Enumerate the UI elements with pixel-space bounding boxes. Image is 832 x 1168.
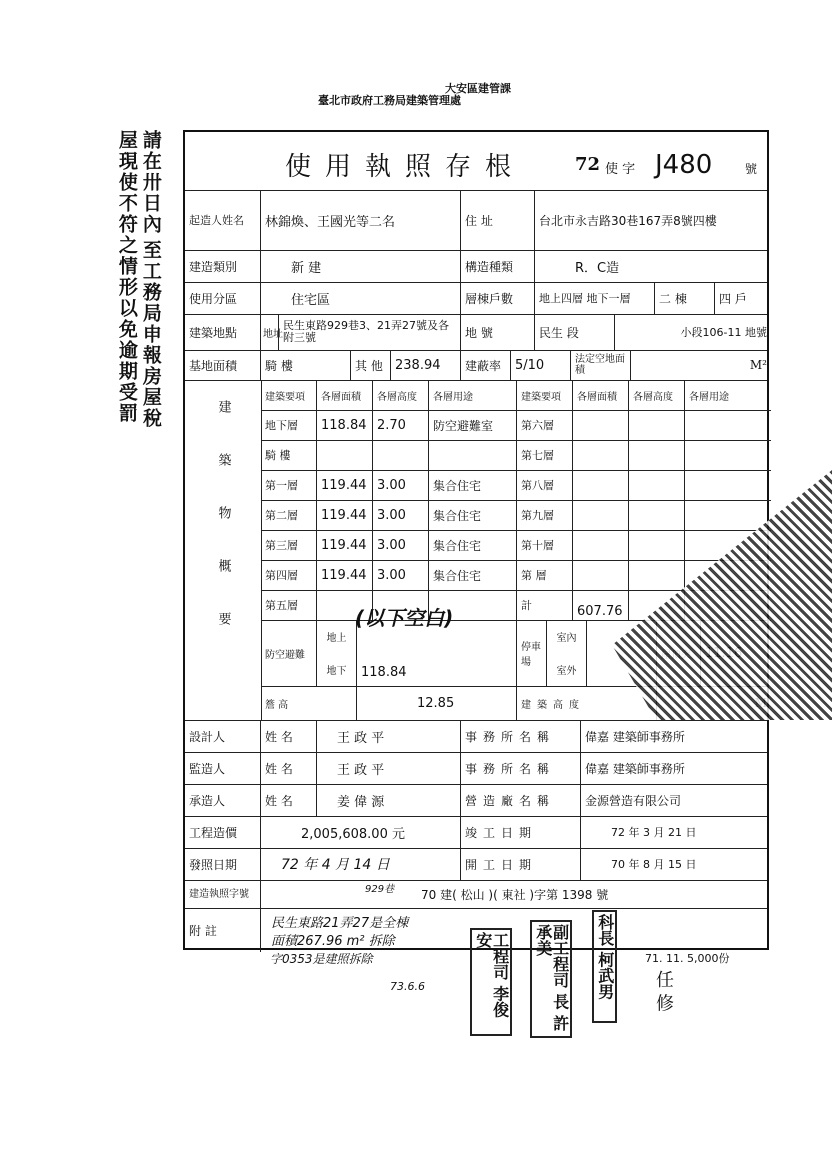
address-value: 台北市永吉路30巷167弄8號四樓 bbox=[539, 213, 717, 228]
col-header: 各層面積 bbox=[573, 380, 629, 410]
floor-use: 防空避難室 bbox=[429, 410, 517, 440]
issue-value: 72 年 4 月 14 日 bbox=[261, 848, 461, 880]
floor-area: 119.44 bbox=[317, 470, 373, 500]
shelter-below: 地下 bbox=[326, 666, 347, 677]
supervisor-value: 王 政 平 bbox=[317, 752, 461, 784]
floor-area: 119.44 bbox=[317, 530, 373, 560]
total-area: 607.76 bbox=[577, 604, 623, 619]
floor-name-right: 第 層 bbox=[517, 560, 573, 590]
top-stamp-right: 大安區建管課 bbox=[445, 82, 511, 95]
chief-stamp: 科長 柯武男 bbox=[592, 910, 617, 1023]
zoning-row bbox=[185, 282, 767, 315]
floor-area-right bbox=[573, 440, 629, 470]
deputy-stamp: 副工程司 長 許承美 bbox=[530, 920, 572, 1038]
height-label: 建築高度 bbox=[517, 686, 657, 720]
building-label-col bbox=[185, 380, 262, 721]
floor-area-right bbox=[573, 530, 629, 560]
floor-area-right bbox=[573, 560, 629, 590]
open-space-label: 法定空地面積 bbox=[571, 350, 631, 380]
parking-label: 停車場 bbox=[517, 620, 547, 686]
structure-value: R．C造 bbox=[575, 260, 620, 276]
floor-area: 119.44 bbox=[317, 500, 373, 530]
floor-use-right bbox=[685, 440, 771, 470]
coverage-label: 建蔽率 bbox=[461, 350, 511, 380]
floor-height: 3.00 bbox=[373, 500, 429, 530]
floor-use-right bbox=[685, 410, 771, 440]
number-prefix: 72 bbox=[575, 154, 601, 175]
floor-name: 第二層 bbox=[261, 500, 317, 530]
name-label: 姓 名 bbox=[261, 720, 317, 752]
remarks-line1: 民生東路21弄27是全棟 bbox=[271, 916, 409, 931]
floor-height: 3.00 bbox=[373, 530, 429, 560]
floor-header bbox=[261, 380, 771, 411]
designer-value: 王 政 平 bbox=[317, 720, 461, 752]
address-label: 住 址 bbox=[461, 190, 535, 250]
cost-label: 工程造價 bbox=[185, 816, 261, 848]
side-note-col3: 至工務局申報房屋稅 bbox=[139, 240, 162, 429]
floor-name: 第一層 bbox=[261, 470, 317, 500]
engineer-stamp: 工程司 李俊安 bbox=[470, 928, 512, 1036]
floors-label: 層棟戶數 bbox=[461, 282, 535, 314]
col-header: 各層用途 bbox=[689, 391, 729, 403]
floor-row bbox=[261, 500, 771, 531]
side-note-col2: 屋現使不符之情形以免逾期受罰 bbox=[115, 130, 138, 424]
col-header: 建築要項 bbox=[261, 380, 317, 410]
remarks-line2: 面積267.96 m² 拆除 bbox=[271, 934, 395, 949]
floor-name-right: 第八層 bbox=[517, 470, 573, 500]
cost-row bbox=[185, 816, 767, 849]
start-value: 70 年 8 月 15 日 bbox=[611, 858, 697, 871]
permit-value: 70 建( 松山 )( 東社 )字第 1398 號 bbox=[421, 887, 609, 902]
floor-name-right: 第十層 bbox=[517, 530, 573, 560]
seal-stamp: 任 修 bbox=[653, 970, 674, 1012]
floor-use: 集合住宅 bbox=[429, 560, 517, 590]
floor-area bbox=[317, 440, 373, 470]
permit-note: 929巷 bbox=[365, 884, 395, 895]
floors-value: 地上四層 地下一層 bbox=[535, 282, 655, 314]
lot-label: 地 號 bbox=[461, 314, 535, 350]
permit-row bbox=[185, 880, 767, 909]
floor-row bbox=[261, 470, 771, 501]
name-label: 姓 名 bbox=[261, 784, 317, 816]
floor-height-right bbox=[629, 470, 685, 500]
shelter-below-value: 118.84 bbox=[357, 620, 517, 686]
col-header: 各層高度 bbox=[373, 380, 429, 410]
floor-height: 2.70 bbox=[373, 410, 429, 440]
build-type-label: 建造類別 bbox=[185, 250, 261, 282]
floor-row bbox=[261, 530, 771, 561]
floor-height: 3.00 bbox=[373, 560, 429, 590]
floor-height bbox=[373, 440, 429, 470]
bottom-note: 字0353是建照拆除 bbox=[270, 952, 373, 966]
supervisor-label: 監造人 bbox=[185, 752, 261, 784]
permit-form bbox=[183, 130, 769, 950]
arcade-label: 騎 樓 bbox=[261, 350, 351, 380]
parking-in: 室內 bbox=[556, 633, 577, 644]
floor-area: 118.84 bbox=[317, 410, 373, 440]
bottom-note-date: 73.6.6 bbox=[390, 980, 425, 993]
lot-number: 小段106-11 地號 bbox=[680, 326, 767, 339]
location-row bbox=[185, 314, 767, 351]
office-label: 事務所名稱 bbox=[461, 720, 581, 752]
office-value: 偉嘉 建築師事務所 bbox=[585, 729, 685, 744]
applicant-label: 起造人姓名 bbox=[185, 190, 261, 250]
floor-area: 119.44 bbox=[317, 560, 373, 590]
number-suffix: 號 bbox=[745, 162, 758, 176]
parking-sub bbox=[547, 620, 587, 686]
floor-use: 集合住宅 bbox=[429, 470, 517, 500]
floor-height: 3.00 bbox=[373, 470, 429, 500]
units-value: 四 戶 bbox=[719, 291, 747, 306]
building-label: 建築物概要 bbox=[215, 400, 231, 665]
company-value: 金源營造有限公司 bbox=[585, 793, 682, 808]
floor-use bbox=[429, 440, 517, 470]
floor-use-right bbox=[685, 500, 771, 530]
structure-label: 構造種類 bbox=[461, 250, 535, 282]
col-header: 各層用途 bbox=[429, 380, 517, 410]
location-prefix: 地址 bbox=[261, 314, 279, 350]
parking-out: 室外 bbox=[556, 666, 577, 677]
col-header: 各層高度 bbox=[629, 380, 685, 410]
name-label: 姓 名 bbox=[261, 752, 317, 784]
floor-use: 集合住宅 bbox=[429, 500, 517, 530]
floor-height-right bbox=[629, 440, 685, 470]
zoning-label: 使用分區 bbox=[185, 282, 261, 314]
zoning-value: 住宅區 bbox=[261, 282, 461, 314]
eaves-label: 簷 高 bbox=[261, 686, 357, 720]
issue-row bbox=[185, 848, 767, 881]
build-type-value: 新 建 bbox=[261, 250, 461, 282]
company-label: 營造廠名稱 bbox=[461, 784, 581, 816]
issue-label: 發照日期 bbox=[185, 848, 261, 880]
col-header: 各層面積 bbox=[317, 380, 373, 410]
contractor-label: 承造人 bbox=[185, 784, 261, 816]
floor-height-right bbox=[629, 500, 685, 530]
supervisor-office: 偉嘉 建築師事務所 bbox=[585, 761, 685, 776]
floor-name: 第五層 bbox=[261, 590, 317, 620]
floor-area-right bbox=[573, 470, 629, 500]
title-row bbox=[185, 132, 767, 191]
form-title: 使用執照存根 bbox=[285, 152, 526, 182]
applicant-row bbox=[185, 190, 767, 251]
office-label: 事務所名稱 bbox=[461, 752, 581, 784]
open-space-unit: M² bbox=[749, 358, 767, 372]
floor-height-right bbox=[629, 530, 685, 560]
designer-label: 設計人 bbox=[185, 720, 261, 752]
location-label: 建築地點 bbox=[185, 314, 261, 350]
eaves-value: 12.85 bbox=[357, 686, 517, 720]
designer-row bbox=[185, 720, 767, 753]
print-number: 71. 11. 5,000份 bbox=[645, 952, 730, 965]
base-area-row bbox=[185, 350, 767, 381]
number-word: 使 字 bbox=[605, 162, 636, 177]
top-stamp-left: 臺北市政府工務局建築管理處 bbox=[318, 94, 461, 107]
shelter-sublabels bbox=[317, 620, 357, 686]
floor-name: 第三層 bbox=[261, 530, 317, 560]
floor-row bbox=[261, 440, 771, 471]
floor-row bbox=[261, 410, 771, 441]
complete-value: 72 年 3 月 21 日 bbox=[611, 826, 697, 839]
shelter-above: 地上 bbox=[326, 633, 347, 644]
floor-height-right bbox=[629, 410, 685, 440]
supervisor-row bbox=[185, 752, 767, 785]
col-header: 建築要項 bbox=[517, 380, 573, 410]
lot-section: 民生 段 bbox=[535, 314, 615, 350]
floor-area-right bbox=[573, 410, 629, 440]
contractor-value: 姜 偉 源 bbox=[317, 784, 461, 816]
contractor-row bbox=[185, 784, 767, 817]
floor-name-right: 第七層 bbox=[517, 440, 573, 470]
permit-number: J480 bbox=[655, 150, 713, 180]
floor-height-right bbox=[629, 560, 685, 590]
shelter-label: 防空避難 bbox=[261, 620, 317, 686]
location-value: 民生東路929巷3、21弄27號及各附三號 bbox=[279, 314, 461, 350]
permit-label: 建造執照字號 bbox=[185, 880, 261, 908]
remarks-label: 附 註 bbox=[185, 908, 261, 952]
floor-name-right: 第九層 bbox=[517, 500, 573, 530]
floor-use-right bbox=[685, 470, 771, 500]
coverage-value: 5/10 bbox=[511, 350, 571, 380]
base-area-label: 基地面積 bbox=[185, 350, 261, 380]
side-note-col1: 請在卅日內 bbox=[139, 130, 162, 235]
build-type-row bbox=[185, 250, 767, 283]
start-label: 開工日期 bbox=[461, 848, 581, 880]
buildings-value: 二 棟 bbox=[655, 282, 715, 314]
floor-name: 地下層 bbox=[261, 410, 317, 440]
floor-name: 第四層 bbox=[261, 560, 317, 590]
complete-label: 竣工日期 bbox=[461, 816, 581, 848]
floor-use: 集合住宅 bbox=[429, 530, 517, 560]
cost-value: 2,005,608.00 元 bbox=[261, 816, 461, 848]
floor-name-right: 第六層 bbox=[517, 410, 573, 440]
floor-name: 騎 樓 bbox=[261, 440, 317, 470]
base-area-value: 238.94 bbox=[391, 350, 461, 380]
applicant-value: 林錦煥、王國光等二名 bbox=[261, 190, 461, 250]
other-label: 其 他 bbox=[351, 350, 391, 380]
floor-area-right bbox=[573, 500, 629, 530]
floor-name-right: 計 bbox=[517, 590, 573, 620]
handwritten-empty-note: (以下空白) bbox=[355, 606, 454, 630]
